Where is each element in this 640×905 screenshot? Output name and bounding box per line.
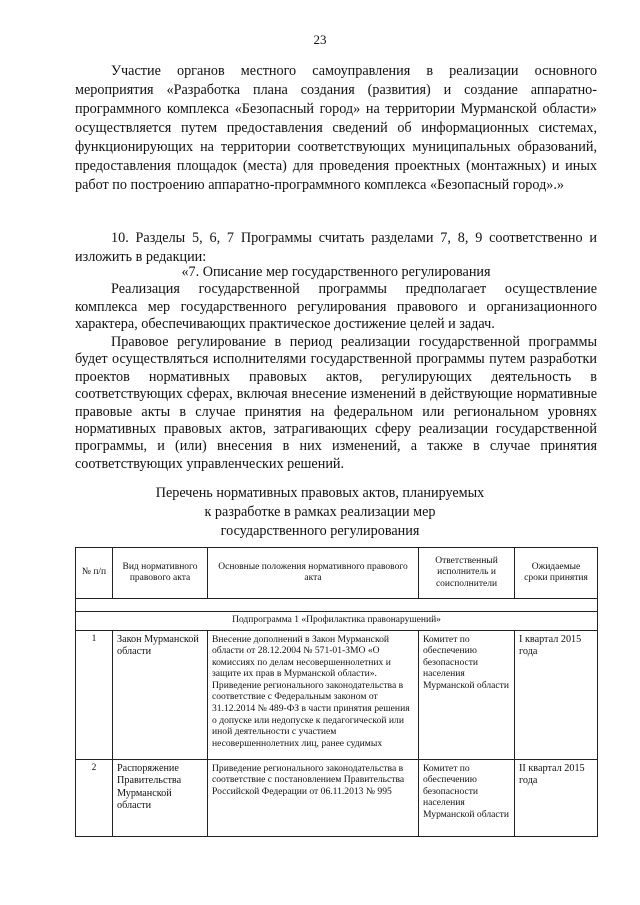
list-title-line: к разработке в рамках реализации мер: [204, 504, 436, 520]
row-num: 1: [76, 630, 113, 759]
table-header-row: [76, 548, 598, 599]
row-term: II квартал 2015 года: [515, 759, 598, 836]
row-act-type: Распоряжение Правительства Мурманской области: [113, 759, 208, 836]
header-type: Вид нормативного правового акта: [113, 548, 208, 599]
row-provisions: Внесение дополнений в Закон Мурманской области от 28.12.2004 № 571-01-ЗМО «О комиссиях по делам несовершеннолетних и защите их прав в Мурманской области». Приведение регионального законодательства в соответствие с Федеральным законом от 31.12.2014 № 489-ФЗ в части принятия решения о допуске или недопуске к педагогической или иной деятельности с участием несовершеннолетних лиц, ранее судимых: [208, 630, 419, 759]
list-title-line: Перечень нормативных правовых актов, планируемых: [155, 485, 485, 501]
header-term: Ожидаемые сроки принятия: [515, 548, 598, 599]
list-title: [0, 484, 640, 541]
row-responsible: Комитет по обеспечению безопасности населения Мурманской области: [419, 630, 515, 759]
paragraph-sections-renumber: 10. Разделы 5, 6, 7 Программы считать разделами 7, 8, 9 соответственно и изложить в редакции:: [75, 230, 597, 265]
table-row: [76, 630, 598, 759]
page-number: 23: [313, 32, 327, 47]
row-act-type: Закон Мурманской области: [113, 630, 208, 759]
table-row: [76, 759, 598, 836]
subprogram-row: [76, 612, 598, 631]
list-title-line: государственного регулирования: [220, 523, 420, 539]
subprogram-title: Подпрограмма 1 «Профилактика правонарушений»: [76, 612, 598, 631]
section-heading: «7. Описание мер государственного регулирования: [181, 264, 491, 280]
row-num: 2: [76, 759, 113, 836]
row-provisions: Приведение регионального законодательства в соответствие с постановлением Правительства Российской Федерации от 06.11.2013 № 995: [208, 759, 419, 836]
normative-acts-table: [75, 547, 598, 837]
header-provisions: Основные положения нормативного правового акта: [208, 548, 419, 599]
row-responsible: Комитет по обеспечению безопасности населения Мурманской области: [419, 759, 515, 836]
paragraph-legal-regulation: Правовое регулирование в период реализации государственной программы будет осуществляться исполнителями государственной программы путем разработки проектов нормативных правовых актов, регулирующих деятельность в соответствующих сферах, включая внесение изменений в действующие нормативные правовые акты в случае принятия на федеральном или региональном уровнях нормативных правовых актов, затрагивающих сферу реализации государственной программы, и (или) внесения в них изменений, а также в случае принятия соответствующих управленческих решений.: [75, 334, 597, 472]
header-num: № п/п: [76, 548, 113, 599]
table-gap-row: [76, 599, 598, 612]
paragraph-implementation: Реализация государственной программы предполагает осуществление комплекса мер государственного регулирования правового и организационного характера, обеспечивающих практическое достижение целей и задач.: [75, 281, 597, 333]
row-term: I квартал 2015 года: [515, 630, 598, 759]
header-responsible: Ответственный исполнитель и соисполнители: [419, 548, 515, 599]
paragraph-participation: Участие органов местного самоуправления в реализации основного мероприятия «Разработка плана создания (развития) и создание аппаратно-программного комплекса «Безопасный город» на территории Мурманской области» осуществляется путем предоставления сведений об информационных системах, функционирующих на территории соответствующих муниципальных образований, предоставления площадок (места) для проведения проектных (монтажных) и иных работ по построению аппаратно-программного комплекса «Безопасный город».»: [75, 63, 597, 193]
